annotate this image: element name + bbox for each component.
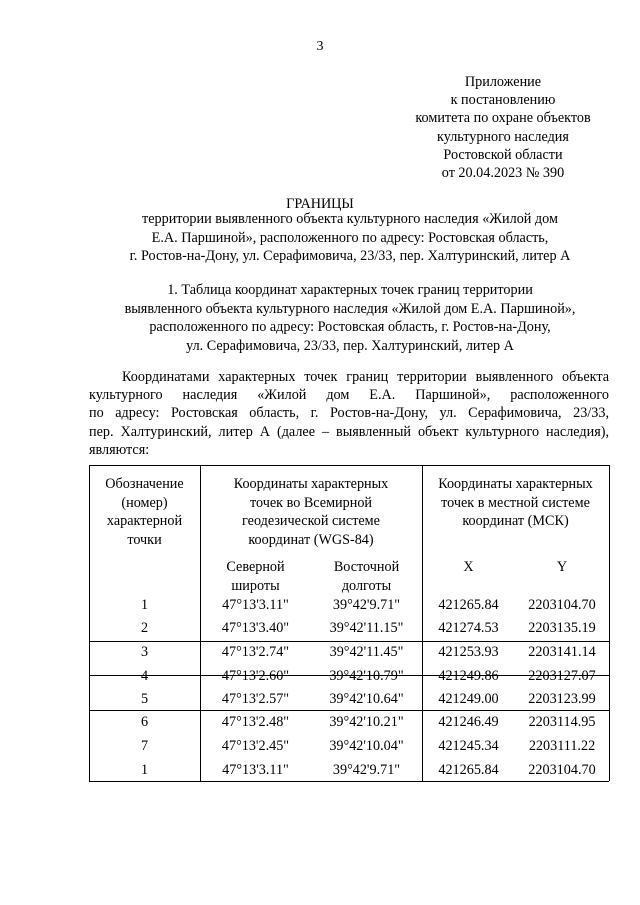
header-wgs84 bbox=[200, 475, 422, 549]
appendix-line: от 20.04.2023 № 390 bbox=[441, 165, 565, 182]
table-rule-bottom bbox=[89, 781, 609, 782]
cell-point-number: 1 bbox=[140, 597, 149, 613]
intro-line: по адресу: Ростовская область, г. Ростов-на-Дону, ул. Серафимовича, 23/33, bbox=[89, 405, 609, 422]
intro-line: являются: bbox=[89, 441, 150, 458]
cell-east-longitude: 39°42'10.64" bbox=[329, 691, 404, 707]
document-subtitle bbox=[60, 210, 640, 266]
page-number: 3 bbox=[316, 39, 324, 54]
cell-x: 421245.34 bbox=[438, 738, 499, 754]
intro-line: культурного наследия «Жилой дом Е.А. Паршиной», расположенного bbox=[89, 387, 609, 404]
cell-x: 421253.93 bbox=[438, 644, 499, 660]
header-line: (номер) bbox=[121, 494, 168, 511]
cell-point-number: 2 bbox=[140, 620, 149, 636]
header-point-number bbox=[89, 475, 200, 549]
subheader-x: X bbox=[463, 559, 474, 575]
cell-point-number: 6 bbox=[140, 714, 149, 730]
header-line: координат (WGS-84) bbox=[248, 531, 374, 548]
cell-y: 2203114.95 bbox=[528, 714, 596, 730]
cell-east-longitude: 39°42'9.71" bbox=[332, 597, 401, 613]
cell-point-number: 4 bbox=[140, 668, 149, 684]
subheader-east-longitude bbox=[311, 558, 422, 595]
subheader-north-latitude bbox=[200, 558, 311, 595]
table-rule-top bbox=[89, 465, 609, 466]
table-title bbox=[60, 281, 640, 355]
appendix-line: Ростовской области bbox=[443, 146, 563, 163]
cell-north-latitude: 47°13'2.74" bbox=[221, 644, 290, 660]
cell-y: 2203135.19 bbox=[528, 620, 596, 636]
table-rule bbox=[89, 710, 609, 711]
cell-y: 2203123.99 bbox=[528, 691, 596, 707]
header-line: точки bbox=[127, 531, 162, 548]
header-line: Восточной bbox=[333, 559, 400, 575]
cell-x: 421249.00 bbox=[438, 691, 499, 707]
table-rule-right bbox=[609, 465, 610, 781]
appendix-line: Приложение bbox=[464, 74, 542, 90]
cell-point-number: 7 bbox=[140, 738, 149, 754]
cell-y: 2203104.70 bbox=[528, 597, 596, 613]
header-line: характерной bbox=[106, 513, 183, 529]
cell-y: 2203104.70 bbox=[528, 762, 596, 778]
cell-east-longitude: 39°42'10.21" bbox=[329, 714, 404, 730]
intro-paragraph bbox=[89, 368, 609, 459]
table-title-line: выявленного объекта культурного наследия «Жилой дом Е.А. Паршиной», bbox=[124, 300, 576, 317]
header-line: геодезической системе bbox=[242, 513, 380, 529]
cell-north-latitude: 47°13'2.57" bbox=[221, 691, 290, 707]
subtitle-line: территории выявленного объекта культурного наследия «Жилой дом bbox=[142, 211, 558, 227]
cell-point-number: 5 bbox=[140, 691, 149, 707]
appendix-line: культурного наследия bbox=[437, 128, 569, 145]
header-line: Обозначение bbox=[105, 476, 184, 492]
cell-north-latitude: 47°13'2.60" bbox=[221, 668, 290, 684]
cell-north-latitude: 47°13'2.45" bbox=[221, 738, 290, 754]
header-line: точек во Всемирной bbox=[249, 494, 373, 511]
cell-x: 421265.84 bbox=[438, 762, 499, 778]
appendix-line: комитета по охране объектов bbox=[415, 110, 591, 127]
cell-point-number: 1 bbox=[140, 762, 149, 778]
cell-north-latitude: 47°13'3.11" bbox=[222, 762, 289, 778]
cell-y: 2203127.07 bbox=[528, 668, 596, 684]
header-msk bbox=[422, 475, 609, 531]
table-title-line: расположенного по адресу: Ростовская область, г. Ростов-на-Дону, bbox=[149, 319, 551, 335]
cell-east-longitude: 39°42'10.04" bbox=[329, 738, 404, 754]
cell-east-longitude: 39°42'11.15" bbox=[329, 620, 404, 636]
intro-line: пер. Халтуринский, литер А (далее – выявленный объект культурного наследия), bbox=[89, 423, 609, 440]
cell-y: 2203111.22 bbox=[528, 738, 596, 754]
table-rule bbox=[89, 641, 609, 642]
header-line: координат (МСК) bbox=[462, 513, 569, 529]
cell-x: 421246.49 bbox=[438, 714, 499, 730]
cell-east-longitude: 39°42'9.71" bbox=[332, 762, 401, 778]
cell-north-latitude: 47°13'3.11" bbox=[222, 597, 289, 613]
cell-y: 2203141.14 bbox=[528, 644, 596, 660]
subtitle-line: г. Ростов-на-Дону, ул. Серафимовича, 23/33, пер. Халтуринский, литер А bbox=[129, 248, 571, 264]
appendix-block bbox=[398, 73, 608, 182]
header-line: широты bbox=[231, 577, 280, 594]
cell-east-longitude: 39°42'11.45" bbox=[329, 644, 404, 660]
cell-point-number: 3 bbox=[140, 644, 149, 660]
cell-east-longitude: 39°42'10.79" bbox=[329, 668, 404, 684]
header-line: долготы bbox=[341, 577, 392, 594]
header-line: точек в местной системе bbox=[441, 494, 590, 511]
cell-x: 421265.84 bbox=[438, 597, 499, 613]
cell-north-latitude: 47°13'3.40" bbox=[221, 620, 290, 636]
table-title-line: 1. Таблица координат характерных точек границ территории bbox=[167, 282, 533, 298]
appendix-line: к постановлению bbox=[450, 92, 556, 109]
header-line: Координаты характерных bbox=[233, 476, 389, 492]
header-line: Северной bbox=[226, 559, 285, 575]
subheader-y: Y bbox=[556, 559, 568, 575]
cell-x: 421274.53 bbox=[438, 620, 499, 636]
header-line: Координаты характерных bbox=[438, 476, 593, 492]
subtitle-line: Е.А. Паршиной», расположенного по адресу: Ростовская область, bbox=[151, 229, 549, 246]
cell-x: 421249.86 bbox=[438, 668, 499, 684]
document-title: ГРАНИЦЫ bbox=[286, 196, 354, 212]
intro-line: Координатами характерных точек границ территории выявленного объекта bbox=[122, 369, 609, 385]
cell-north-latitude: 47°13'2.48" bbox=[221, 714, 290, 730]
table-title-line: ул. Серафимовича, 23/33, пер. Халтуринский, литер А bbox=[186, 337, 514, 354]
